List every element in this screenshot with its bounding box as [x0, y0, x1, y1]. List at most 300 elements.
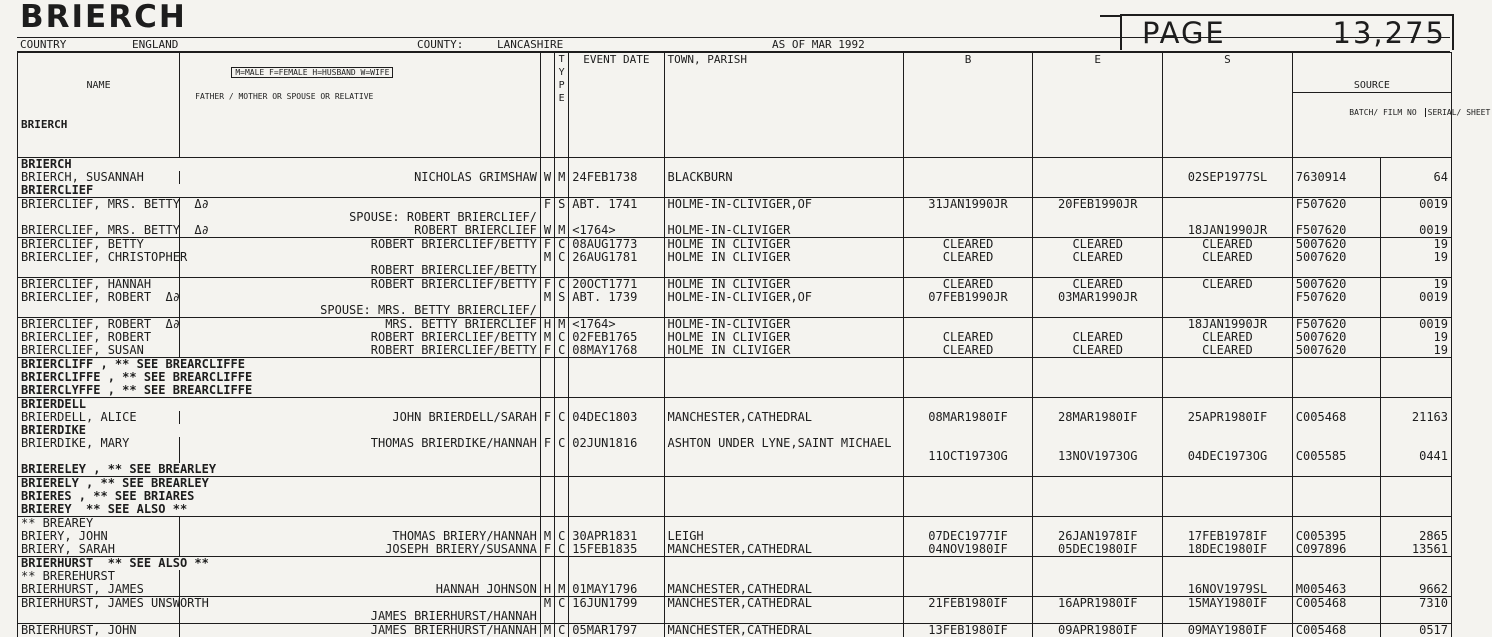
s-cell: CLEARED [1163, 251, 1293, 264]
e-cell [1033, 211, 1163, 224]
relative-cell: ROBERT BRIERCLIEF [180, 224, 541, 238]
empty-cell [664, 490, 903, 503]
empty-cell [540, 371, 554, 384]
table-row [18, 610, 1452, 624]
empty-cell [664, 184, 903, 198]
relative-cell: JOSEPH BRIERY/SUSANNA [180, 543, 541, 557]
table-row [18, 251, 1452, 264]
sex-cell: F [540, 411, 554, 424]
empty-cell [1163, 184, 1293, 198]
type-cell [555, 264, 569, 278]
b-cell [903, 171, 1033, 184]
relative-cell [180, 450, 541, 463]
batch-cell: F507620 [1292, 198, 1380, 212]
e-cell [1033, 570, 1163, 583]
relative-cell: ROBERT BRIERCLIEF/BETTY [180, 331, 541, 344]
batch-cell: F507620 [1292, 291, 1380, 304]
batch-cell: F507620 [1292, 224, 1380, 238]
type-cell [555, 517, 569, 531]
event-date-cell [569, 264, 664, 278]
sex-cell: F [540, 278, 554, 292]
empty-cell [1380, 158, 1451, 172]
e-cell: 13NOV1973OG [1033, 450, 1163, 463]
empty-cell [1163, 463, 1293, 477]
empty-cell [540, 463, 554, 477]
relative-cell: ROBERT BRIERCLIEF/BETTY [180, 344, 541, 358]
surname-heading: BRIERES , ** SEE BRIARES [18, 490, 541, 503]
empty-cell [1033, 358, 1163, 372]
county-value: LANCASHIRE [497, 38, 563, 51]
e-cell: 26JAN1978IF [1033, 530, 1163, 543]
empty-cell [903, 424, 1033, 437]
type-cell: C [555, 624, 569, 637]
sex-cell: H [540, 583, 554, 597]
table-row [18, 171, 1452, 184]
name-cell: BRIERHURST, JAMES UNSWORTH [18, 597, 180, 611]
empty-cell [664, 371, 903, 384]
serial-cell: 0019 [1380, 291, 1451, 304]
empty-cell [540, 358, 554, 372]
empty-cell [555, 463, 569, 477]
empty-cell [555, 503, 569, 517]
empty-cell [664, 358, 903, 372]
page-title: BRIERCH [20, 0, 187, 34]
type-cell: S [555, 291, 569, 304]
event-date-cell: 16JUN1799 [569, 597, 664, 611]
type-cell: C [555, 530, 569, 543]
b-cell: 31JAN1990JR [903, 198, 1033, 212]
empty-cell [569, 490, 664, 503]
type-cell [555, 450, 569, 463]
relative-cell: THOMAS BRIERY/HANNAH [180, 530, 541, 543]
empty-cell [1163, 358, 1293, 372]
table-row [18, 450, 1452, 463]
town-cell: ASHTON UNDER LYNE,SAINT MICHAEL [664, 437, 903, 450]
empty-cell [540, 384, 554, 398]
batch-cell: C097896 [1292, 543, 1380, 557]
empty-cell [569, 358, 664, 372]
s-cell [1163, 304, 1293, 318]
batch-cell: 5007620 [1292, 278, 1380, 292]
empty-cell [569, 557, 664, 571]
empty-cell [1380, 371, 1451, 384]
empty-cell [540, 490, 554, 503]
surname-heading-row [18, 358, 1452, 372]
b-cell: 13FEB1980IF [903, 624, 1033, 637]
serial-cell [1380, 264, 1451, 278]
empty-cell [1292, 158, 1380, 172]
empty-cell [555, 384, 569, 398]
batch-cell: C005395 [1292, 530, 1380, 543]
sex-cell [540, 450, 554, 463]
event-date-cell: ABT. 1739 [569, 291, 664, 304]
e-cell: 09APR1980IF [1033, 624, 1163, 637]
e-cell: CLEARED [1033, 251, 1163, 264]
event-date-cell: 02JUN1816 [569, 437, 664, 450]
event-date-cell: 04DEC1803 [569, 411, 664, 424]
type-cell: C [555, 597, 569, 611]
sex-cell [540, 517, 554, 531]
type-cell: S [555, 198, 569, 212]
relative-cell: SPOUSE: MRS. BETTY BRIERCLIEF/ [180, 304, 541, 318]
table-row [18, 344, 1452, 358]
empty-cell [903, 463, 1033, 477]
b-cell: CLEARED [903, 331, 1033, 344]
sex-cell: W [540, 171, 554, 184]
table-row [18, 624, 1452, 637]
b-cell: 08MAR1980IF [903, 411, 1033, 424]
empty-cell [1033, 463, 1163, 477]
town-cell [664, 517, 903, 531]
event-date-cell [569, 304, 664, 318]
b-cell: CLEARED [903, 251, 1033, 264]
serial-cell: 19 [1380, 344, 1451, 358]
name-cell: BRIERCLIEF, SUSAN [18, 344, 180, 358]
empty-cell [664, 503, 903, 517]
empty-cell [1163, 371, 1293, 384]
serial-cell: 2865 [1380, 530, 1451, 543]
b-cell [903, 610, 1033, 624]
empty-cell [540, 398, 554, 412]
empty-cell [1163, 424, 1293, 437]
type-cell: M [555, 224, 569, 238]
relative-cell: ROBERT BRIERCLIEF/BETTY [180, 278, 541, 292]
town-cell: MANCHESTER,CATHEDRAL [664, 597, 903, 611]
col-name: NAME [21, 79, 176, 92]
serial-cell: 64 [1380, 171, 1451, 184]
event-date-cell: 20OCT1771 [569, 278, 664, 292]
town-cell: HOLME IN CLIVIGER [664, 251, 903, 264]
relative-cell: ROBERT BRIERCLIEF/BETTY [180, 238, 541, 252]
batch-cell: F507620 [1292, 318, 1380, 332]
town-cell: MANCHESTER,CATHEDRAL [664, 624, 903, 637]
table-row [18, 224, 1452, 238]
batch-cell [1292, 610, 1380, 624]
town-cell [664, 450, 903, 463]
table-row [18, 583, 1452, 597]
empty-cell [569, 477, 664, 491]
type-cell: C [555, 543, 569, 557]
event-date-cell [569, 450, 664, 463]
surname-heading-row [18, 398, 1452, 412]
empty-cell [1380, 477, 1451, 491]
table-row [18, 278, 1452, 292]
event-date-cell: 08MAY1768 [569, 344, 664, 358]
batch-cell: C005585 [1292, 450, 1380, 463]
batch-cell [1292, 304, 1380, 318]
town-cell: MANCHESTER,CATHEDRAL [664, 583, 903, 597]
type-cell: M [555, 318, 569, 332]
empty-cell [903, 490, 1033, 503]
empty-cell [1380, 503, 1451, 517]
relative-cell [180, 517, 541, 531]
table-row [18, 291, 1452, 304]
batch-cell: 5007620 [1292, 251, 1380, 264]
town-cell: HOLME IN CLIVIGER [664, 278, 903, 292]
surname-heading: BRIERCLIFF , ** SEE BREARCLIFFE [18, 358, 541, 372]
sex-cell [540, 264, 554, 278]
event-date-cell [569, 610, 664, 624]
e-cell [1033, 610, 1163, 624]
empty-cell [1380, 490, 1451, 503]
empty-cell [1033, 184, 1163, 198]
b-cell: 11OCT1973OG [903, 450, 1033, 463]
table-row [18, 304, 1452, 318]
surname-heading: BRIERELY , ** SEE BREARLEY [18, 477, 541, 491]
empty-cell [664, 477, 903, 491]
b-cell [903, 264, 1033, 278]
empty-cell [569, 384, 664, 398]
s-cell [1163, 264, 1293, 278]
empty-cell [1380, 398, 1451, 412]
empty-cell [664, 463, 903, 477]
empty-cell [540, 477, 554, 491]
surname-heading-row [18, 503, 1452, 517]
empty-cell [1292, 384, 1380, 398]
empty-cell [569, 371, 664, 384]
sex-cell: M [540, 291, 554, 304]
s-cell: 18DEC1980IF [1163, 543, 1293, 557]
e-cell: 03MAR1990JR [1033, 291, 1163, 304]
e-cell: CLEARED [1033, 344, 1163, 358]
empty-cell [664, 384, 903, 398]
b-cell [903, 211, 1033, 224]
name-cell: BRIERCLIEF, ROBERT [18, 331, 180, 344]
empty-cell [664, 557, 903, 571]
name-cell: BRIERDELL, ALICE [18, 411, 180, 424]
name-cell: BRIERCLIEF, CHRISTOPHER [18, 251, 180, 264]
surname-heading-row [18, 463, 1452, 477]
surname-heading: BRIERDIKE [18, 424, 541, 437]
surname-heading: BRIERHURST ** SEE ALSO ** [18, 557, 541, 571]
serial-cell [1380, 610, 1451, 624]
empty-cell [569, 184, 664, 198]
serial-cell: 13561 [1380, 543, 1451, 557]
event-date-cell: <1764> [569, 318, 664, 332]
empty-cell [1380, 424, 1451, 437]
relative-cell [180, 597, 541, 611]
batch-cell [1292, 517, 1380, 531]
empty-cell [555, 490, 569, 503]
col-e: E [1033, 53, 1163, 158]
empty-cell [1033, 557, 1163, 571]
e-cell: 16APR1980IF [1033, 597, 1163, 611]
name-cell: BRIERCLIEF, ROBERT Δ∂ [18, 291, 180, 304]
relative-cell [180, 198, 541, 212]
e-cell: 28MAR1980IF [1033, 411, 1163, 424]
empty-cell [1380, 384, 1451, 398]
type-cell: C [555, 344, 569, 358]
event-date-cell: 15FEB1835 [569, 543, 664, 557]
serial-cell: 19 [1380, 238, 1451, 252]
event-date-cell: <1764> [569, 224, 664, 238]
town-cell: HOLME-IN-CLIVIGER,OF [664, 198, 903, 212]
sex-cell: F [540, 344, 554, 358]
empty-cell [1163, 503, 1293, 517]
serial-cell: 19 [1380, 331, 1451, 344]
sex-cell: M [540, 530, 554, 543]
empty-cell [1163, 490, 1293, 503]
type-cell: C [555, 411, 569, 424]
s-cell [1163, 291, 1293, 304]
town-cell: HOLME-IN-CLIVIGER [664, 224, 903, 238]
empty-cell [1292, 463, 1380, 477]
empty-cell [903, 477, 1033, 491]
town-cell: HOLME IN CLIVIGER [664, 238, 903, 252]
batch-cell: C005468 [1292, 411, 1380, 424]
empty-cell [540, 503, 554, 517]
town-cell: HOLME IN CLIVIGER [664, 331, 903, 344]
col-town: TOWN, PARISH [664, 53, 903, 158]
serial-cell: 7310 [1380, 597, 1451, 611]
relative-cell: ROBERT BRIERCLIEF/BETTY [180, 264, 541, 278]
event-date-cell: 05MAR1797 [569, 624, 664, 637]
b-cell: 07FEB1990JR [903, 291, 1033, 304]
surname-heading: BRIERCLIFFE , ** SEE BREARCLIFFE [18, 371, 541, 384]
empty-cell [1292, 503, 1380, 517]
e-cell [1033, 304, 1163, 318]
empty-cell [569, 158, 664, 172]
col-batch: BATCH/ FILM NO [1341, 108, 1425, 117]
event-date-cell: 01MAY1796 [569, 583, 664, 597]
type-cell: C [555, 251, 569, 264]
e-cell: 20FEB1990JR [1033, 198, 1163, 212]
event-date-cell: 24FEB1738 [569, 171, 664, 184]
e-cell [1033, 264, 1163, 278]
town-cell: MANCHESTER,CATHEDRAL [664, 543, 903, 557]
sex-cell: M [540, 251, 554, 264]
empty-cell [903, 184, 1033, 198]
col-event-date: EVENT DATE [569, 53, 664, 158]
empty-cell [1292, 358, 1380, 372]
name-cell: BRIERCH, SUSANNAH [18, 171, 180, 184]
name-cell [18, 610, 180, 624]
table-row [18, 198, 1452, 212]
batch-cell: 5007620 [1292, 331, 1380, 344]
sex-cell: F [540, 238, 554, 252]
s-cell: CLEARED [1163, 278, 1293, 292]
serial-cell: 19 [1380, 278, 1451, 292]
town-cell: LEIGH [664, 530, 903, 543]
name-cell: BRIERY, JOHN [18, 530, 180, 543]
town-cell: HOLME-IN-CLIVIGER [664, 318, 903, 332]
serial-cell: 21163 [1380, 411, 1451, 424]
table-row [18, 411, 1452, 424]
name-cell [18, 304, 180, 318]
sex-cell: F [540, 437, 554, 450]
name-cell: ** BREAREY [18, 517, 180, 531]
surname-heading: BRIERCLIEF [18, 184, 541, 198]
b-cell [903, 304, 1033, 318]
s-cell: 25APR1980IF [1163, 411, 1293, 424]
e-cell: CLEARED [1033, 238, 1163, 252]
table-row [18, 543, 1452, 557]
serial-cell: 0019 [1380, 224, 1451, 238]
empty-cell [1163, 384, 1293, 398]
name-cell: BRIERCLIEF, MRS. BETTY Δ∂ [18, 224, 180, 238]
type-cell: C [555, 331, 569, 344]
town-cell: HOLME IN CLIVIGER [664, 344, 903, 358]
empty-cell [903, 557, 1033, 571]
empty-cell [569, 463, 664, 477]
sex-cell [540, 610, 554, 624]
page-label: PAGE [1142, 16, 1226, 50]
country-label: COUNTRY [20, 38, 66, 51]
name-cell: BRIERCLIEF, MRS. BETTY Δ∂ [18, 198, 180, 212]
relative-cell: JAMES BRIERHURST/HANNAH [180, 610, 541, 624]
empty-cell [1033, 490, 1163, 503]
batch-cell: 5007620 [1292, 238, 1380, 252]
name-cell: BRIERDIKE, MARY [18, 437, 180, 450]
empty-cell [555, 398, 569, 412]
batch-cell: M005463 [1292, 583, 1380, 597]
serial-cell [1380, 304, 1451, 318]
empty-cell [555, 477, 569, 491]
empty-cell [1292, 477, 1380, 491]
name-cell: ** BREREHURST [18, 570, 180, 583]
name-cell: BRIERHURST, JOHN [18, 624, 180, 637]
table-row [18, 264, 1452, 278]
empty-cell [1033, 477, 1163, 491]
serial-cell: 0019 [1380, 198, 1451, 212]
serial-cell: 19 [1380, 251, 1451, 264]
empty-cell [903, 371, 1033, 384]
town-cell: BLACKBURN [664, 171, 903, 184]
empty-cell [903, 384, 1033, 398]
surname-heading-row [18, 384, 1452, 398]
as-of-date: AS OF MAR 1992 [772, 38, 865, 51]
serial-cell: 0441 [1380, 450, 1451, 463]
event-date-cell: 26AUG1781 [569, 251, 664, 264]
batch-cell [1292, 264, 1380, 278]
b-cell: CLEARED [903, 278, 1033, 292]
b-cell: 04NOV1980IF [903, 543, 1033, 557]
sex-legend: M=MALE F=FEMALE H=HUSBAND W=WIFE [231, 67, 393, 78]
e-cell: 05DEC1980IF [1033, 543, 1163, 557]
empty-cell [1292, 490, 1380, 503]
type-cell: C [555, 437, 569, 450]
empty-cell [555, 371, 569, 384]
b-cell: 21FEB1980IF [903, 597, 1033, 611]
header-rule [1100, 15, 1122, 17]
col-s: S [1163, 53, 1293, 158]
s-cell: 18JAN1990JR [1163, 318, 1293, 332]
records-table [17, 52, 1452, 637]
table-row [18, 597, 1452, 611]
e-cell [1033, 224, 1163, 238]
town-cell [664, 304, 903, 318]
s-cell: 16NOV1979SL [1163, 583, 1293, 597]
empty-cell [664, 398, 903, 412]
b-cell [903, 318, 1033, 332]
name-cell [18, 264, 180, 278]
col-relative: FATHER / MOTHER OR SPOUSE OR RELATIVE [183, 92, 537, 101]
empty-cell [903, 358, 1033, 372]
surname-heading: BRIEREY ** SEE ALSO ** [18, 503, 541, 517]
empty-cell [1292, 557, 1380, 571]
sex-cell: H [540, 318, 554, 332]
e-cell [1033, 171, 1163, 184]
sex-cell: W [540, 224, 554, 238]
sex-cell [540, 304, 554, 318]
country-value: ENGLAND [132, 38, 178, 51]
s-cell: 17FEB1978IF [1163, 530, 1293, 543]
e-cell: CLEARED [1033, 278, 1163, 292]
b-cell: CLEARED [903, 238, 1033, 252]
serial-cell [1380, 517, 1451, 531]
empty-cell [1033, 398, 1163, 412]
relative-cell: JAMES BRIERHURST/HANNAH [180, 624, 541, 637]
